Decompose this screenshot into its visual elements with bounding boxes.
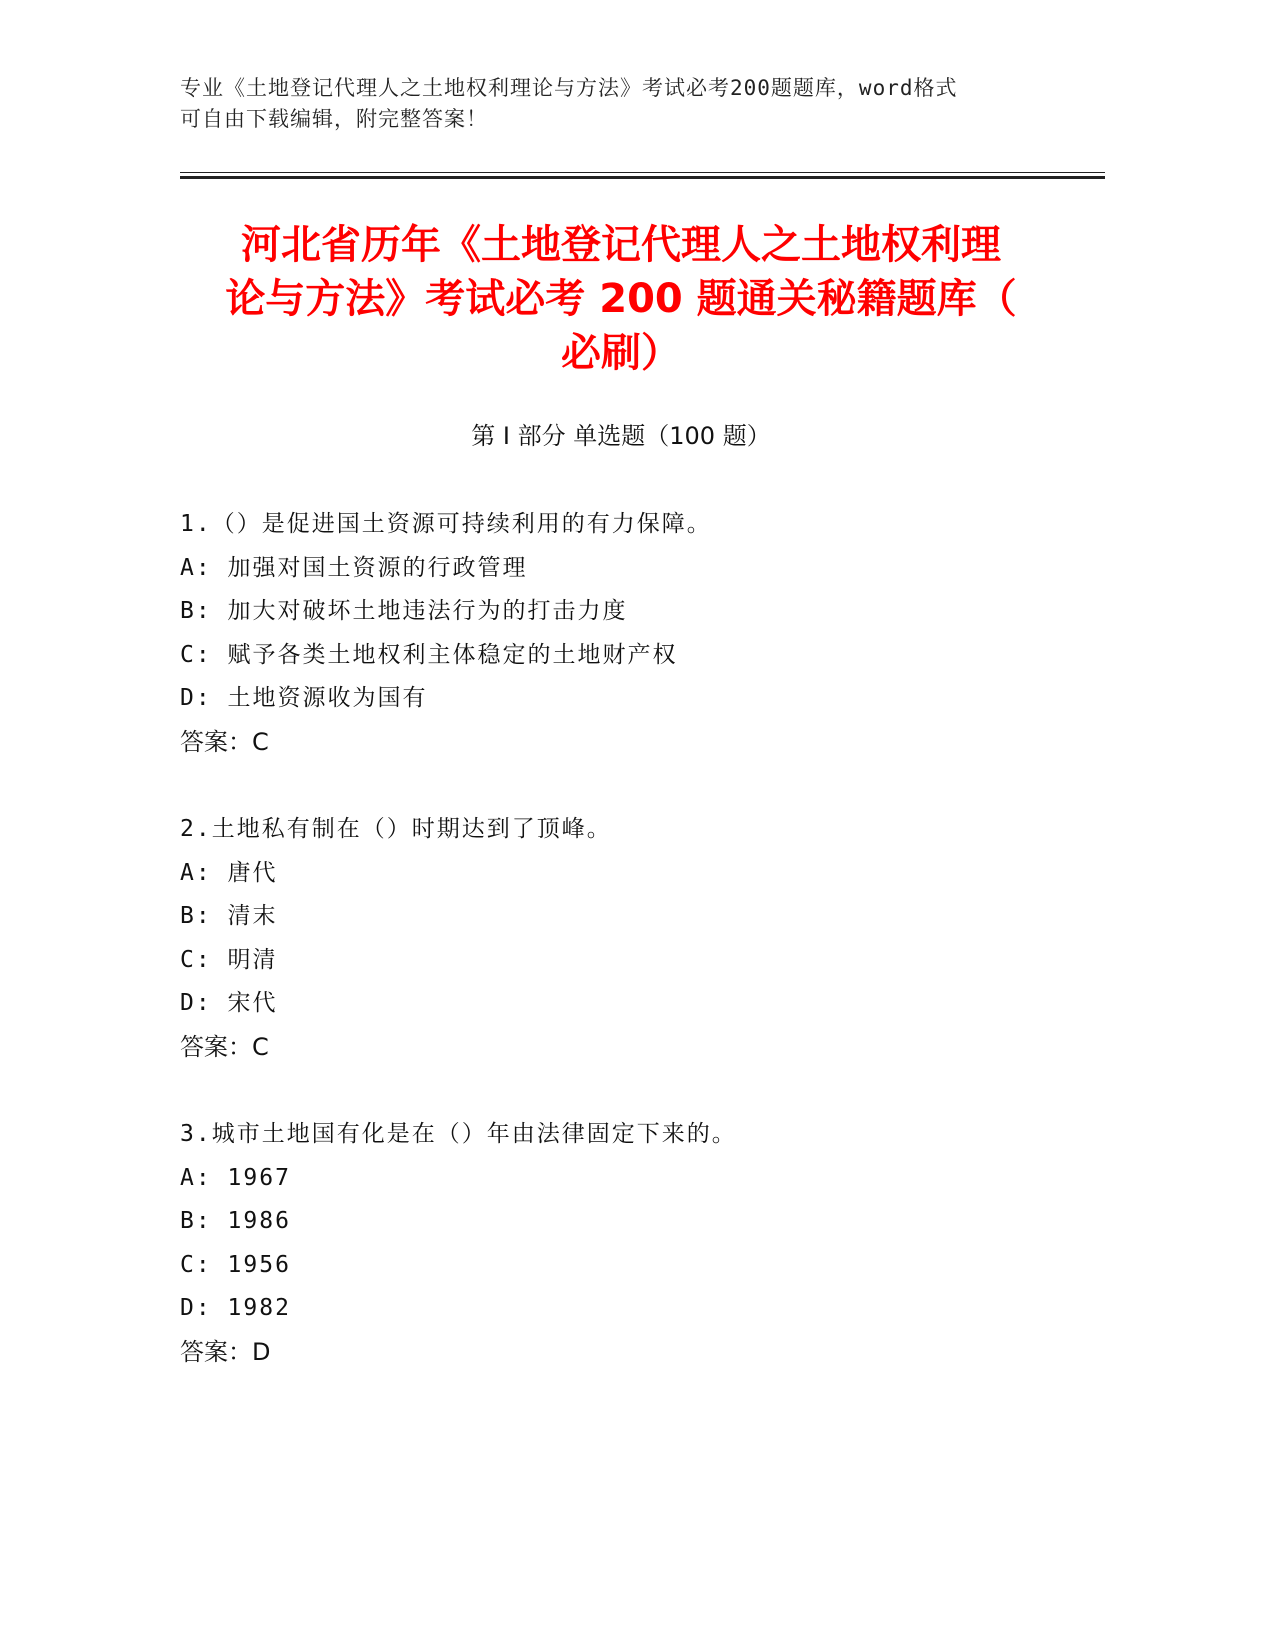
question-stem: 1.（）是促进国土资源可持续利用的有力保障。 <box>180 511 712 537</box>
header-note-line-2: 可自由下载编辑，附完整答案！ <box>180 107 488 131</box>
document-title-line-3: 必刷） <box>561 330 681 376</box>
option-d: D: 宋代 <box>180 990 278 1016</box>
question-stem: 3.城市土地国有化是在（）年由法律固定下来的。 <box>180 1121 737 1147</box>
option-c: C: 明清 <box>180 946 278 973</box>
answer: 答案：C <box>180 727 269 756</box>
question-2 <box>180 808 1060 1069</box>
option-a: A: 1967 <box>180 1164 291 1191</box>
option-d: D: 土地资源收为国有 <box>180 685 428 711</box>
header-note-line-1: 专业《土地登记代理人之土地权利理论与方法》考试必考200题题库，word格式 <box>180 76 958 100</box>
document-title-line-2: 论与方法》考试必考 200 题通关秘籍题库（ <box>225 276 1017 322</box>
document-title <box>180 218 1062 380</box>
answer: 答案：C <box>180 1032 269 1061</box>
header-divider-thick <box>180 176 1105 179</box>
header-divider-thin <box>180 172 1105 173</box>
option-b: B: 加大对破坏土地违法行为的打击力度 <box>180 598 628 624</box>
question-3 <box>180 1113 1060 1374</box>
question-stem: 2.土地私有制在（）时期达到了顶峰。 <box>180 816 612 842</box>
option-b: B: 清末 <box>180 903 278 929</box>
section-heading: 第 I 部分 单选题（100 题） <box>471 422 771 450</box>
option-a: A: 加强对国土资源的行政管理 <box>180 554 528 581</box>
answer: 答案：D <box>180 1337 271 1366</box>
option-c: C: 1956 <box>180 1251 291 1278</box>
question-1 <box>180 503 1060 764</box>
option-d: D: 1982 <box>180 1295 291 1321</box>
option-a: A: 唐代 <box>180 859 278 886</box>
option-b: B: 1986 <box>180 1208 291 1234</box>
option-c: C: 赋予各类土地权利主体稳定的土地财产权 <box>180 641 678 668</box>
header-note <box>180 73 1060 135</box>
document-title-line-1: 河北省历年《土地登记代理人之土地权利理 <box>241 222 1001 268</box>
